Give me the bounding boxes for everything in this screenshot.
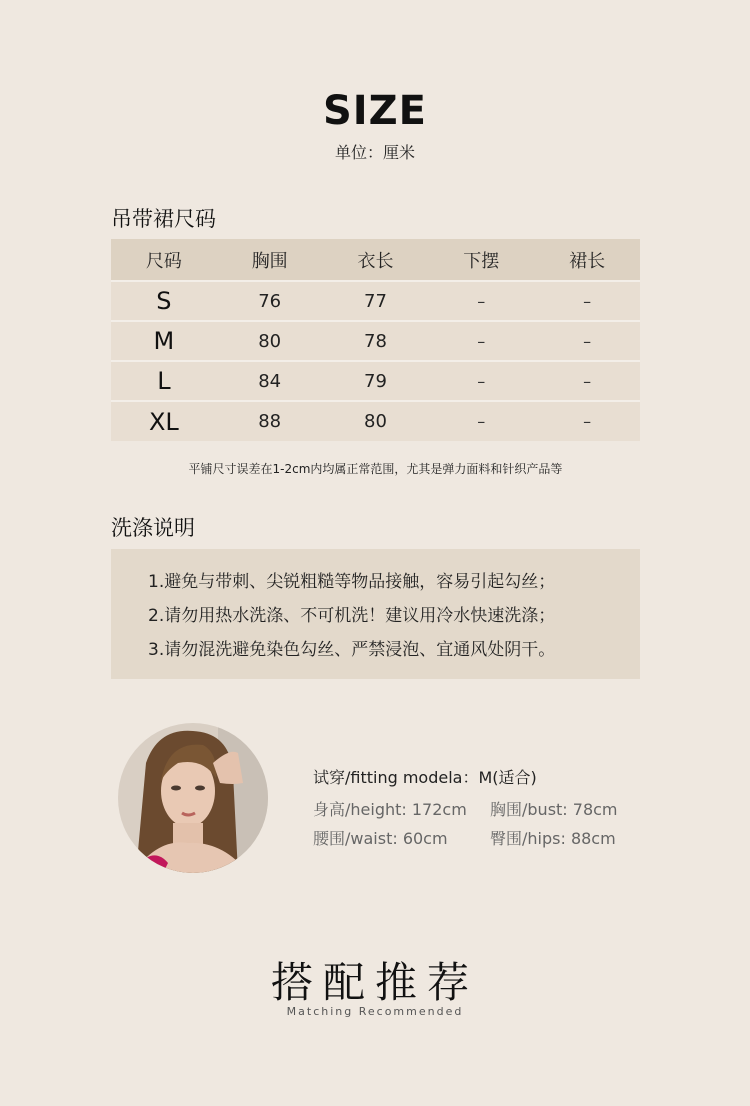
care-title: 洗涤说明: [111, 516, 195, 540]
matching-title: 搭配推荐: [270, 958, 479, 1007]
column-header: 下摆: [463, 250, 500, 272]
care-line: 3.请勿混洗避免染色勾丝、严禁浸泡、宜通风处阴干。: [148, 640, 556, 660]
table-row: [111, 361, 640, 401]
size-chart-title: 吊带裙尺码: [111, 207, 216, 231]
table-row: [111, 281, 640, 321]
size-cell: L: [111, 361, 217, 401]
size-cell: M: [111, 321, 217, 361]
matching-subtitle: Matching Recommended: [286, 1005, 464, 1018]
size-cell: XL: [111, 401, 217, 441]
skirt-length-cell: –: [534, 401, 640, 441]
hem-cell: –: [428, 361, 534, 401]
length-cell: 78: [323, 321, 429, 361]
care-line: 1.避免与带刺、尖锐粗糙等物品接触，容易引起勾丝；: [148, 572, 556, 592]
skirt-length-cell: –: [534, 281, 640, 321]
model-bust: 胸围/bust: 78cm: [490, 800, 618, 819]
hem-cell: –: [428, 321, 534, 361]
length-cell: 77: [323, 281, 429, 321]
size-cell: S: [111, 281, 217, 321]
table-row: [111, 401, 640, 441]
hem-cell: –: [428, 281, 534, 321]
size-title: SIZE: [322, 88, 428, 134]
unit-label: 单位：厘米: [334, 143, 415, 162]
bust-cell: 80: [217, 321, 323, 361]
column-header: 尺码: [145, 250, 182, 272]
bust-cell: 88: [217, 401, 323, 441]
fitting-model-size: 试穿/fitting modela：M(适合): [313, 768, 537, 787]
column-header: 衣长: [357, 250, 394, 272]
column-header: 裙长: [569, 250, 606, 272]
care-instructions-box: [111, 549, 640, 679]
care-line: 2.请勿用热水洗涤、不可机洗！建议用冷水快速洗涤；: [148, 606, 556, 626]
table-header-row: [111, 239, 640, 281]
model-waist: 腰围/waist: 60cm: [313, 829, 448, 848]
model-hips: 臀围/hips: 88cm: [490, 829, 616, 848]
table-row: [111, 321, 640, 361]
model-height: 身高/height: 172cm: [313, 800, 467, 819]
skirt-length-cell: –: [534, 361, 640, 401]
bust-cell: 84: [217, 361, 323, 401]
hem-cell: –: [428, 401, 534, 441]
size-table: [111, 239, 640, 441]
length-cell: 79: [323, 361, 429, 401]
model-photo: [118, 723, 268, 873]
column-header: 胸围: [251, 250, 288, 272]
size-tolerance-note: 平铺尺寸误差在1-2cm内均属正常范围，尤其是弹力面料和针织产品等: [188, 462, 563, 476]
bust-cell: 76: [217, 281, 323, 321]
skirt-length-cell: –: [534, 321, 640, 361]
length-cell: 80: [323, 401, 429, 441]
